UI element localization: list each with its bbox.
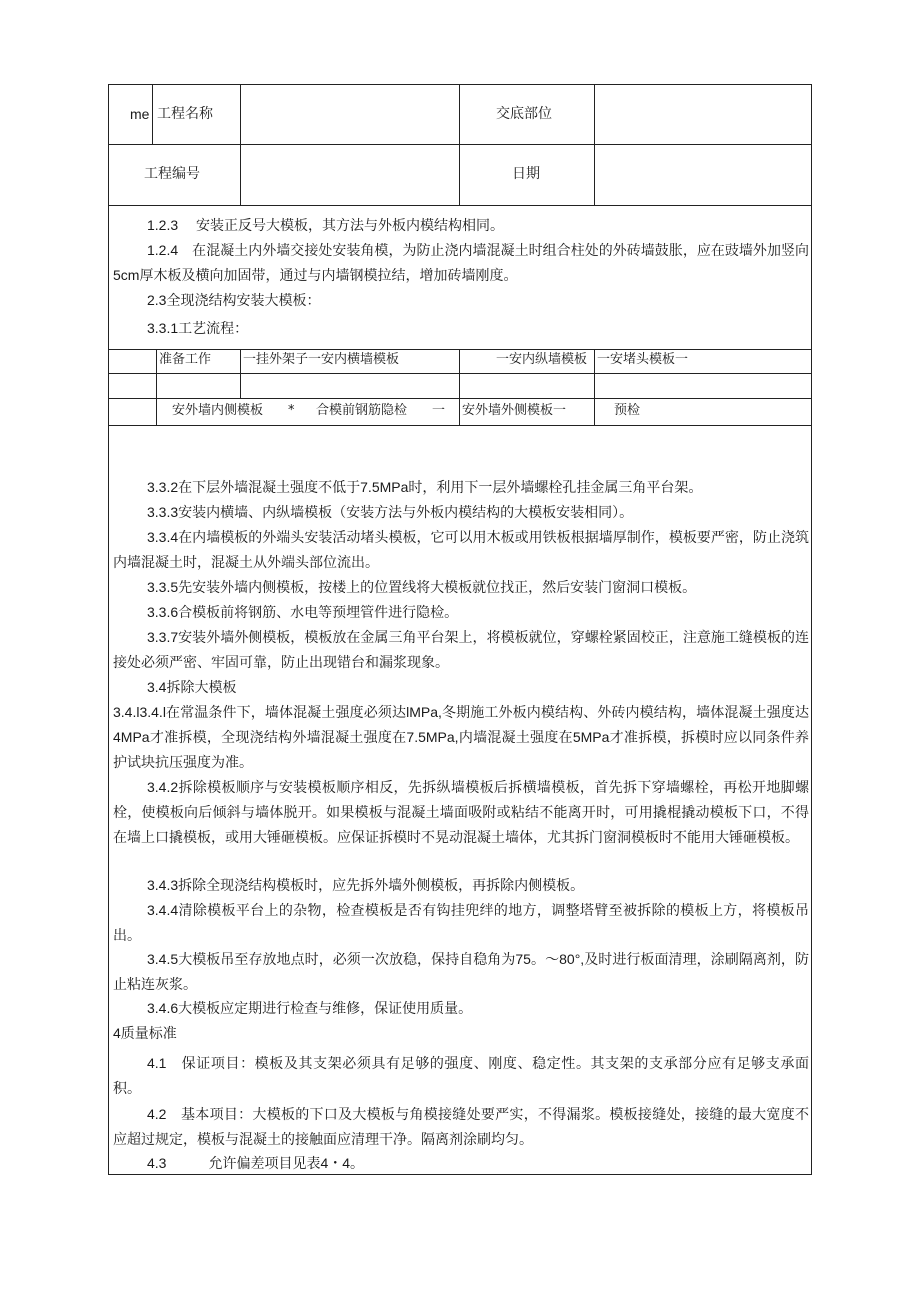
header-col-line-4 bbox=[594, 84, 595, 205]
flow-line-4 bbox=[108, 425, 812, 426]
flow-col-3 bbox=[459, 349, 460, 425]
header-mark: me bbox=[130, 106, 150, 122]
para-1-2-3: 1.2.3 安装正反号大模板，其方法与外板内模结构相同。 bbox=[147, 217, 505, 233]
para-1-2-4: 1.2.4 在混凝土内外墙交接处安装角模，为防止浇内墙混凝土时组合柱处的外砖墙鼓胀，应在豉墙外加竖向5cm厚木板及横向加固带，通过与内墙钢模拉结，增加砖墙刚度。 bbox=[113, 242, 809, 283]
flow-step-star: * bbox=[288, 403, 295, 418]
flow-step-end-form: 一安堵头模板一 bbox=[597, 352, 689, 367]
para-3-3-6: 3.3.6合模板前将钢筋、水电等预埋管件进行隐检。 bbox=[147, 604, 459, 620]
project-no-label: 工程编号 bbox=[144, 166, 200, 182]
section-4-title: 4质量标准 bbox=[113, 1025, 177, 1041]
para-3-4-5: 3.4.5大模板吊至存放地点时，必须一次放稳，保持自稳角为75。～80°,及时进行板面清理，涂刷隔离剂，防止粘连灰浆。 bbox=[113, 951, 809, 992]
header-col-line-2 bbox=[240, 84, 241, 205]
flow-step-scaffold: 一挂外架子一安内横墙模板 bbox=[243, 352, 400, 367]
para-3-4-6: 3.4.6大模板应定期进行检查与维修，保证使用质量。 bbox=[147, 1000, 473, 1016]
flow-line-2 bbox=[108, 373, 812, 374]
para-3-3-1: 3.3.1工艺流程： bbox=[147, 320, 249, 336]
header-bottom-line bbox=[108, 205, 812, 206]
flow-line-3 bbox=[108, 398, 812, 399]
header-col-line-3 bbox=[459, 84, 460, 205]
flow-step-prepare: 准备工作 bbox=[159, 352, 212, 367]
handover-part-label: 交底部位 bbox=[496, 106, 552, 122]
para-3-3-7: 3.3.7安装外墙外侧模板，模板放在金属三角平台架上，将模板就位，穿螺栓紧固校正，注意施工缝模板的连接处必须严密、牢固可靠，防止出现错台和漏浆现象。 bbox=[113, 629, 809, 670]
flow-step-inner-long: 一安内纵墙模板 bbox=[496, 352, 588, 367]
flow-col-1 bbox=[156, 349, 157, 425]
para-4-3: 4.3 允许偏差项目见表4・4。 bbox=[147, 1155, 365, 1171]
flow-top-line bbox=[108, 349, 812, 350]
header-row-divider bbox=[108, 144, 812, 145]
para-3-4-1: 3.4.l3.4.l在常温条件下，墙体混凝土强度必须达lMPa,冬期施工外板内模结构、外砖内模结构，墙体混凝土强度达4MPa才准拆模，全现浇结构外墙混凝土强度在7.5MPa,内墙混凝土强度在5MPa才准拆模，拆模时应以同条件养护试块抗压强度为准。 bbox=[113, 704, 809, 770]
flow-step-precheck: 预检 bbox=[614, 403, 641, 418]
para-3-4-2: 3.4.2拆除模板顺序与安装模板顺序相反，先拆纵墙模板后拆横墙模板，首先拆下穿墙螺栓，再松开地脚螺栓，使模板向后倾斜与墙体脱开。如果模板与混凝土墙面吸附或粘结不能离开时，可用撬棍撬动模板下口，不得在墙上口撬模板，或用大锤砸模板。应保证拆模时不晃动混凝土墙体，尤其拆门窗洞模板时不能用大锤砸模板。 bbox=[113, 779, 809, 845]
para-3-4: 3.4拆除大模板 bbox=[147, 679, 237, 695]
para-4-2: 4.2 基本项目：大模板的下口及大模板与角模接缝处要严实，不得漏浆。模板接缝处，接缝的最大宽度不应超过规定，模板与混凝土的接触面应清理干净。隔离剂涂刷均匀。 bbox=[113, 1106, 809, 1147]
flow-col-4 bbox=[594, 349, 595, 425]
flow-step-dash: 一 bbox=[432, 403, 446, 418]
date-label: 日期 bbox=[512, 166, 540, 182]
para-3-4-3: 3.4.3拆除全现浇结构模板时，应先拆外墙外侧模板，再拆除内侧模板。 bbox=[147, 877, 585, 893]
header-col-line-1 bbox=[152, 84, 153, 144]
para-3-4-4: 3.4.4清除模板平台上的杂物，检查模板是否有钩挂兜绊的地方，调整塔臂至被拆除的模板上方，将模板吊出。 bbox=[113, 902, 809, 943]
para-2-3: 2.3全现浇结构安装大模板： bbox=[147, 292, 321, 308]
flow-step-rebar-check: 合模前钢筋隐检 bbox=[316, 403, 408, 418]
para-3-3-4: 3.3.4在内墙模板的外端头安装活动堵头模板，它可以用木板或用铁板根据墙厚制作，模板要严密，防止浇筑内墙混凝土时，混凝土从外端头部位流出。 bbox=[113, 529, 809, 570]
para-3-3-5: 3.3.5先安装外墙内侧模板，按楼上的位置线将大模板就位找正，然后安装门窗洞口模板。 bbox=[147, 579, 697, 595]
para-3-3-3: 3.3.3安装内横墙、内纵墙模板（安装方法与外板内模结构的大模板安装相同）。 bbox=[147, 504, 634, 520]
para-4-1: 4.1 保证项目：模板及其支架必须具有足够的强度、刚度、稳定性。其支架的支承部分应有足够支承面积。 bbox=[113, 1055, 809, 1096]
flow-step-outer-outer: 安外墙外侧模板一 bbox=[462, 403, 567, 418]
para-3-3-2: 3.3.2在下层外墙混凝土强度不低于7.5MPa时，利用下一层外墙螺栓孔挂金属三角平台架。 bbox=[147, 479, 703, 495]
project-name-label: 工程名称 bbox=[157, 106, 213, 122]
flow-col-2 bbox=[240, 349, 241, 398]
flow-step-outer-inner: 安外墙内侧模板 bbox=[172, 403, 264, 418]
